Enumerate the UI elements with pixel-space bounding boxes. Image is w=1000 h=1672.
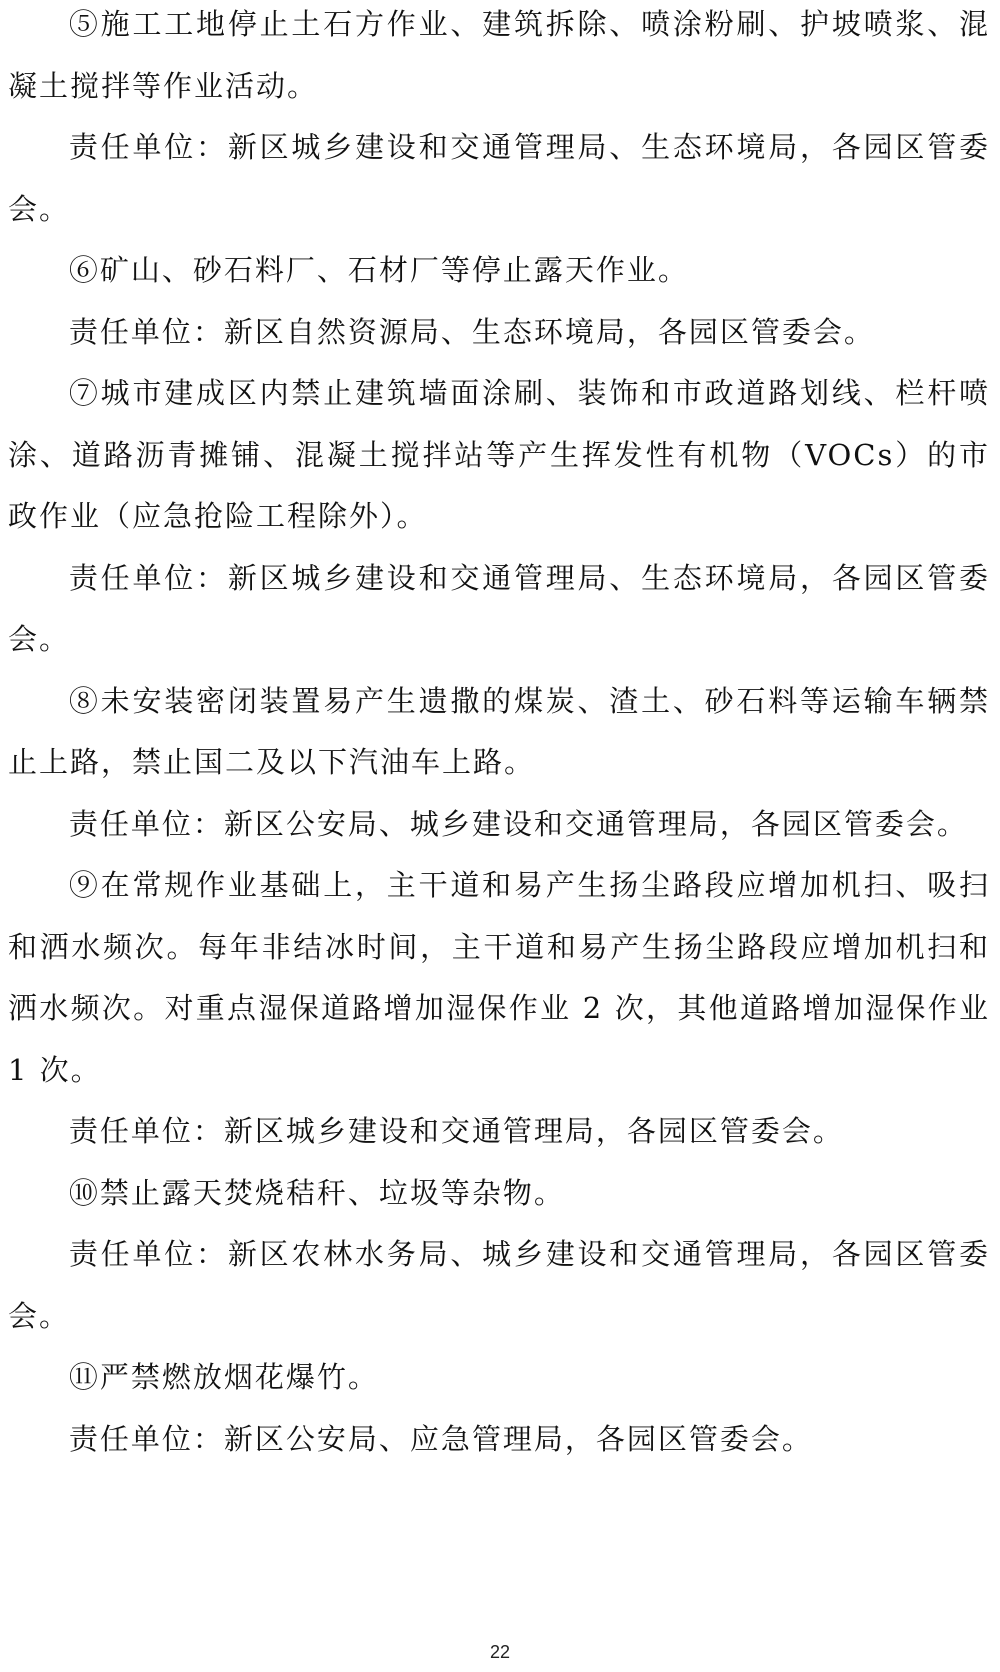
paragraph-responsibility-9: 责任单位：新区城乡建设和交通管理局，各园区管委会。 [68,1114,844,1148]
paragraph-item-6: ⑥矿山、砂石料厂、石材厂等停止露天作业。 [68,253,689,287]
paragraph-item-7: ⑦城市建成区内禁止建筑墙面涂刷、装饰和市政道路划线、栏杆喷涂、道路沥青摊铺、混凝土搅拌站等产生挥发性有机物（VOCs）的市政作业（应急抢险工程除外）。 [8,376,990,533]
document-body [8,0,990,1470]
paragraph-item-10: ⑩禁止露天焚烧秸秆、垃圾等杂物。 [68,1175,565,1210]
paragraph-item-8: ⑧未安装密闭装置易产生遗撒的煤炭、渣土、砂石料等运输车辆禁止上路，禁止国二及以下汽油车上路。 [8,683,990,779]
paragraph-item-11: ⑪严禁燃放烟花爆竹。 [68,1360,379,1394]
paragraph-responsibility-8: 责任单位：新区公安局、城乡建设和交通管理局，各园区管委会。 [68,806,968,841]
paragraph-responsibility-10: 责任单位：新区农林水务局、城乡建设和交通管理局，各园区管委会。 [8,1237,990,1333]
paragraph-item-9: ⑨在常规作业基础上，主干道和易产生扬尘路段应增加机扫、吸扫和洒水频次。每年非结冰时间，主干道和易产生扬尘路段应增加机扫和洒水频次。对重点湿保道路增加湿保作业 2 次，其他道路增加湿保作业 1 次。 [8,868,990,1087]
paragraph-responsibility-11: 责任单位：新区公安局、应急管理局，各园区管委会。 [68,1421,813,1456]
paragraph-item-5: ⑤施工工地停止土石方作业、建筑拆除、喷涂粉刷、护坡喷浆、混凝土搅拌等作业活动。 [8,7,990,103]
paragraph-responsibility-7: 责任单位：新区城乡建设和交通管理局、生态环境局，各园区管委会。 [8,560,990,656]
page-number: 22 [489,1642,511,1662]
paragraph-responsibility-6: 责任单位：新区自然资源局、生态环境局，各园区管委会。 [68,314,875,349]
paragraph-responsibility-5: 责任单位：新区城乡建设和交通管理局、生态环境局，各园区管委会。 [8,130,990,226]
document-page [8,0,990,1672]
